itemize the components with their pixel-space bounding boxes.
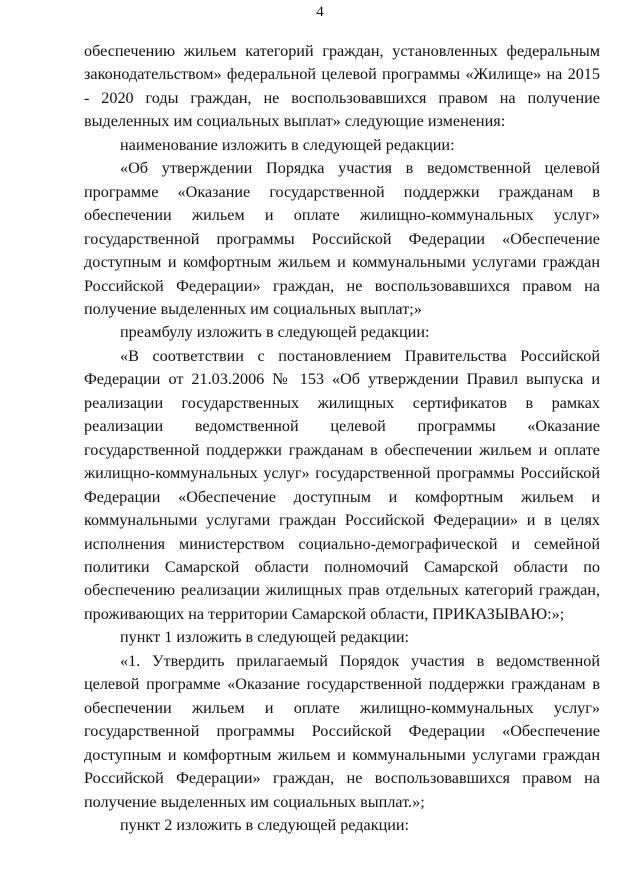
paragraph-new-title: «Об утверждении Порядка участия в ведомственной целевой программе «Оказание государственной поддержки гражданам в обеспечении жильем и оплате жилищно-коммунальных услуг» государственной программы Российской Федерации «Обеспечение доступным и комфортным жильем и коммунальными услугами граждан Российской Федерации» граждан, не воспользовавшихся правом на получение выделенных им социальных выплат;» bbox=[84, 159, 600, 318]
page-number: 4 bbox=[316, 4, 324, 20]
paragraph-preamble-instruction: преамбулу изложить в следующей редакции: bbox=[120, 323, 430, 342]
paragraph-title-instruction: наименование изложить в следующей редакции: bbox=[120, 135, 455, 154]
paragraph-new-preamble: «В соответствии с постановлением Правительства Российской Федерации от 21.03.2006 № 153 «Об утверждении Правил выпуска и реализации государственных жилищных сертификатов в рамках реализации ведомственной целевой программы «Оказание государственной поддержки гражданам в обеспечении жильем и оплате жилищно-коммунальных услуг» государственной программы Российской Федерации «Обеспечение доступным и комфортным жильем и коммунальными услугами граждан Российской Федерации» и в целях исполнения министерством социально-демографической и семейной политики Самарской области полномочий Самарской области по обеспечению реализации жилищных прав отдельных категорий граждан, проживающих на территории Самарской области, ПРИКАЗЫВАЮ:»; bbox=[84, 346, 600, 623]
paragraph-continuation: обеспечению жильем категорий граждан, установленных федеральным законодательством» федеральной целевой программы «Жилище» на 2015 - 2020 годы граждан, не воспользовавшихся правом на получение выделенных им социальных выплат» следующие изменения: bbox=[84, 42, 600, 131]
document-body bbox=[84, 40, 600, 837]
paragraph-item1-instruction: пункт 1 изложить в следующей редакции: bbox=[120, 628, 410, 647]
paragraph-new-item1: «1. Утвердить прилагаемый Порядок участия в ведомственной целевой программе «Оказание государственной поддержки гражданам в обеспечении жильем и оплате жилищно-коммунальных услуг» государственной программы Российской Федерации «Обеспечение доступным и комфортным жильем и коммунальными услугами граждан Российской Федерации» граждан, не воспользовавшихся правом на получение выделенных им социальных выплат.»; bbox=[84, 651, 600, 811]
paragraph-item2-instruction: пункт 2 изложить в следующей редакции: bbox=[120, 815, 410, 834]
